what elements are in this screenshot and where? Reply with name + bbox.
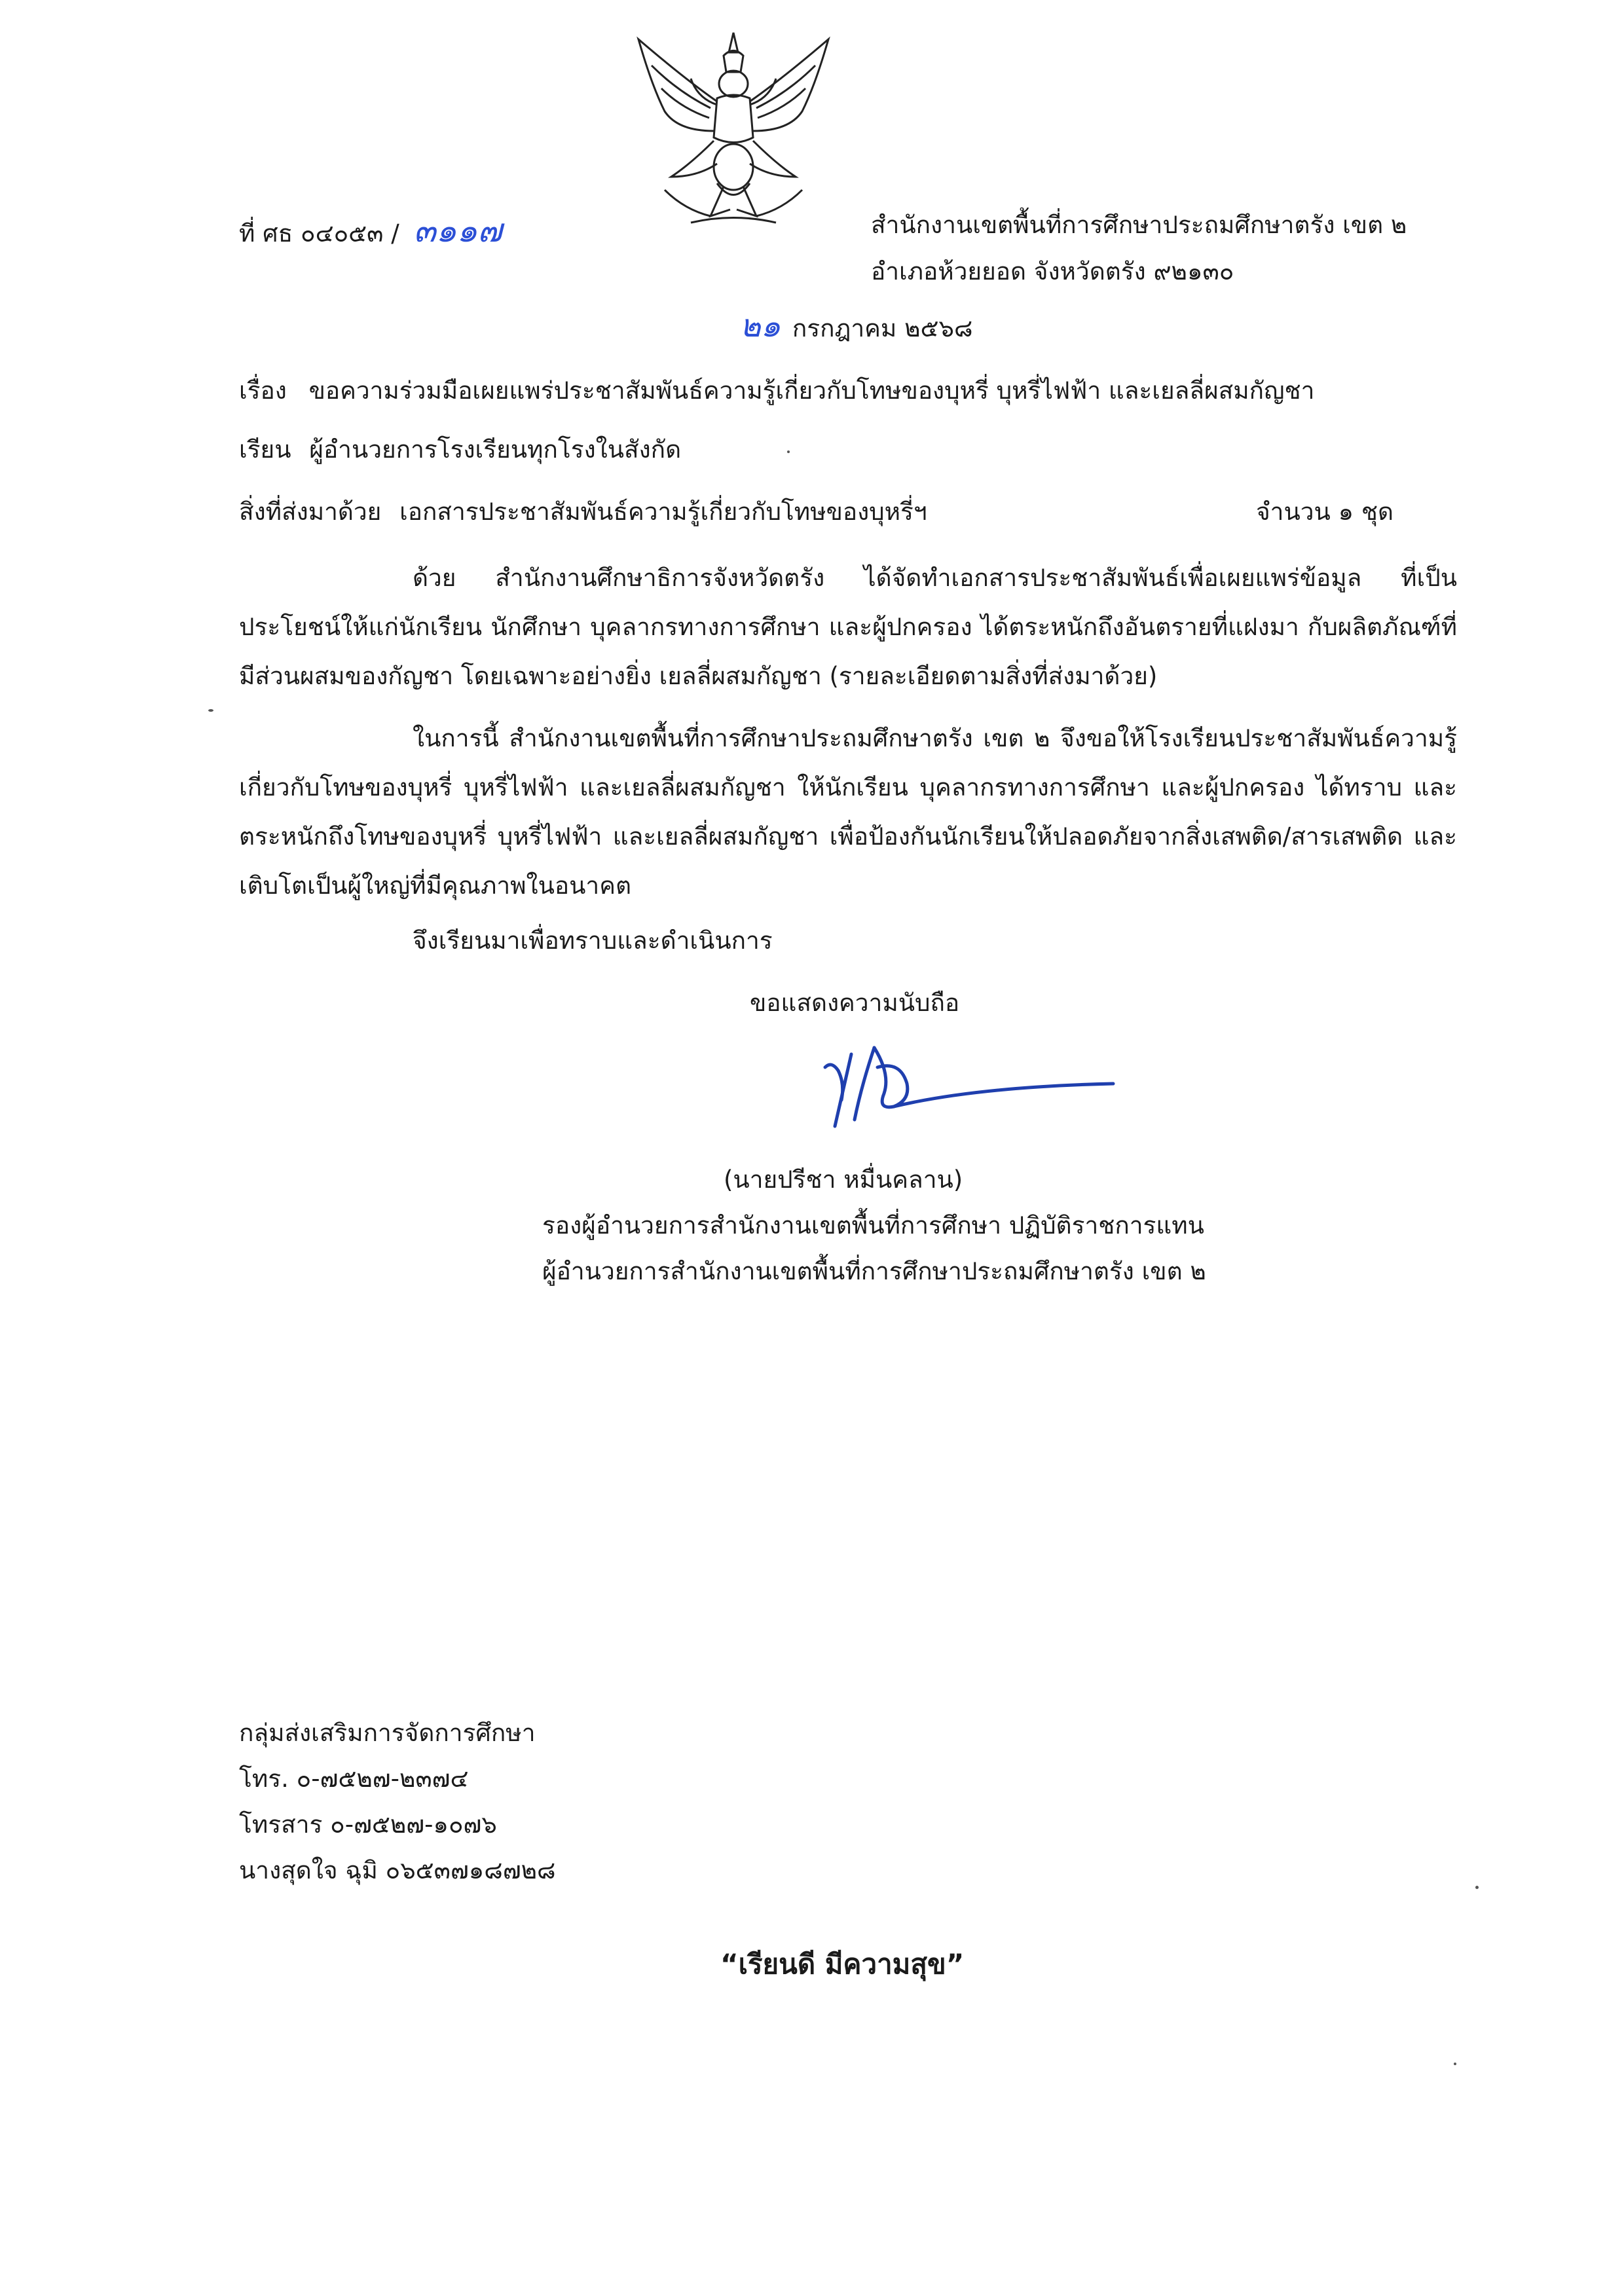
office-name: สำนักงานเขตพื้นที่การศึกษาประถมศึกษาตรัง เขต ๒ xyxy=(871,211,1407,239)
scan-speck xyxy=(787,450,790,453)
recipient-label: เรียน xyxy=(239,435,291,464)
handwritten-signature xyxy=(812,1021,1126,1139)
recipient-line xyxy=(239,435,681,464)
closing-request: จึงเรียนมาเพื่อทราบและดำเนินการ xyxy=(413,927,773,955)
enclosure-text: เอกสารประชาสัมพันธ์ความรู้เกี่ยวกับโทษของบุหรี่ฯ xyxy=(399,498,927,526)
office-address: อำเภอห้วยยอด จังหวัดตรัง ๙๒๑๓๐ xyxy=(871,257,1234,285)
scan-speck xyxy=(1454,2063,1456,2065)
subject-line xyxy=(239,376,1314,405)
subject-text: ขอความร่วมมือเผยแพร่ประชาสัมพันธ์ความรู้เกี่ยวกับโทษของบุหรี่ บุหรี่ไฟฟ้า และเยลลี่ผสมกัญชา xyxy=(308,376,1315,405)
signatory-position-2: ผู้อำนวยการสำนักงานเขตพื้นที่การศึกษาประถมศึกษาตรัง เขต ๒ xyxy=(542,1257,1206,1285)
contact-fax: โทรสาร ๐-๗๕๒๗-๑๐๗๖ xyxy=(239,1810,497,1839)
enclosure-quantity: จำนวน ๑ ชุด xyxy=(1256,498,1393,526)
document-date xyxy=(740,308,973,346)
enclosure-label: สิ่งที่ส่งมาด้วย xyxy=(239,498,382,526)
subject-label: เรื่อง xyxy=(239,376,287,405)
body-paragraph-2 xyxy=(239,714,1457,910)
signatory-name: (นายปรีชา หมื่นคลาน) xyxy=(724,1166,963,1194)
motto: “เรียนดี มีความสุข” xyxy=(720,1948,965,1980)
paragraph-1-text: ด้วย สำนักงานศึกษาธิการจังหวัดตรัง ได้จัดทำเอกสารประชาสัมพันธ์เพื่อเผยแพร่ข้อมูล ที่เป็นประโยชน์ให้แก่นักเรียน นักศึกษา บุคลากรทางการศึกษา และผู้ปกครอง ได้ตระหนักถึงอันตรายที่แฝงมา กับผลิตภัณฑ์ที่มีส่วนผสมของกัญชา โดยเฉพาะอย่างยิ่ง เยลลี่ผสมกัญชา (รายละเอียดตามสิ่งที่ส่งมาด้วย) xyxy=(239,564,1457,690)
date-day-handwritten: ๒๑ xyxy=(740,308,781,344)
scan-speck xyxy=(208,709,213,712)
document-reference xyxy=(239,211,502,250)
doc-number-handwritten: ๓๑๑๗ xyxy=(413,211,502,249)
date-month-year: กรกฎาคม ๒๕๖๘ xyxy=(792,314,973,342)
contact-tel: โทร. ๐-๗๕๒๗-๒๓๗๔ xyxy=(239,1765,469,1793)
contact-person: นางสุดใจ ฉุมิ ๐๖๕๓๗๑๘๗๒๘ xyxy=(239,1856,556,1884)
recipient-text: ผู้อำนวยการโรงเรียนทุกโรงในสังกัด xyxy=(309,435,682,464)
salutation: ขอแสดงความนับถือ xyxy=(750,989,960,1017)
garuda-emblem xyxy=(625,26,841,229)
signatory-position-1: รองผู้อำนวยการสำนักงานเขตพื้นที่การศึกษา ปฏิบัติราชการแทน xyxy=(542,1211,1204,1239)
enclosure-line xyxy=(239,498,927,526)
body-paragraph-1 xyxy=(239,553,1457,701)
paragraph-2-text: ในการนี้ สำนักงานเขตพื้นที่การศึกษาประถมศึกษาตรัง เขต ๒ จึงขอให้โรงเรียนประชาสัมพันธ์ความรู้ เกี่ยวกับโทษของบุหรี่ บุหรี่ไฟฟ้า และเยลลี่ผสมกัญชา ให้นักเรียน บุคลากรทางการศึกษา และผู้ปกครอง ได้ทราบ และ ตระหนักถึงโทษของบุหรี่ บุหรี่ไฟฟ้า และเยลลี่ผสมกัญชา เพื่อป้องกันนักเรียนให้ปลอดภัยจากสิ่งเสพติด/สารเสพติด และ เติบโตเป็นผู้ใหญ่ที่มีคุณภาพในอนาคต xyxy=(239,724,1457,900)
scan-speck xyxy=(1475,1886,1479,1889)
contact-group: กลุ่มส่งเสริมการจัดการศึกษา xyxy=(239,1719,536,1747)
doc-ref-label: ที่ ศธ ๐๔๐๕๓ / xyxy=(239,219,399,248)
